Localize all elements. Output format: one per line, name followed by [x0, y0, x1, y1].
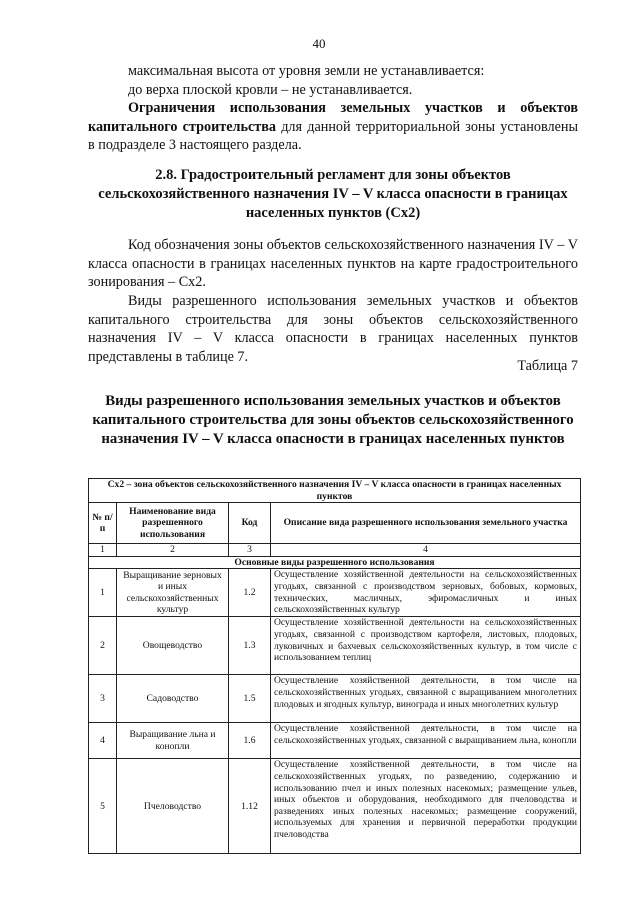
zone-code-paragraph: Код обозначения зоны объектов сельскохозяйственного назначения IV – V класса опасности в границах населенных пунктов на карте градостроительного зонирования – Сх2.	[88, 237, 578, 291]
use-name: Выращивание зерновых и иных сельскохозяйственных культур	[117, 569, 229, 617]
page-number: 40	[312, 36, 326, 51]
table-subheader-row	[89, 556, 581, 569]
column-number: 3	[229, 544, 271, 557]
use-code: 1.3	[229, 617, 271, 675]
use-code: 1.5	[229, 675, 271, 723]
use-code: 1.12	[229, 759, 271, 854]
zone-header-cell: Сх2 – зона объектов сельскохозяйственного назначения IV – V класса опасности в границах населенных пунктов	[89, 479, 581, 503]
table-row	[89, 617, 581, 675]
use-name: Пчеловодство	[117, 759, 229, 854]
use-description: Осуществление хозяйственной деятельности на сельскохозяйственных угодьях, связанной с производством зерновых, бобовых, кормовых, технических, масличных, эфиромасличных и иных сельскохозяйственных культур	[271, 569, 581, 617]
use-description: Осуществление хозяйственной деятельности, в том числе на сельскохозяйственных угодьях, связанной с выращиванием льна, конопли	[271, 723, 581, 759]
table-row	[89, 723, 581, 759]
table-title: Виды разрешенного использования земельных участков и объектов капитального строительства для зоны объектов сельскохозяйственного назначения IV – V класса опасности в границах населенных пунктов	[92, 393, 574, 447]
restrictions-bold: Ограничения использования земельных участков и объектов капитального строительства	[88, 100, 578, 135]
height-limit-line: максимальная высота от уровня земли не устанавливается:	[128, 63, 485, 79]
height-limit-line: до верха плоской кровли – не устанавливается.	[128, 81, 413, 98]
col-code-header: Код	[229, 503, 271, 544]
column-number-row	[89, 544, 581, 557]
row-number: 3	[89, 675, 117, 723]
main-uses-subheader: Основные виды разрешенного использования	[89, 556, 581, 569]
column-number: 1	[89, 544, 117, 557]
column-number: 4	[271, 544, 581, 557]
use-code: 1.2	[229, 569, 271, 617]
uses-paragraph: Виды разрешенного использования земельных участков и объектов капитального строительства для зоны объектов сельскохозяйственного назначения IV – V класса опасности в границах населенных пунктов представлены в таблице 7.	[88, 293, 578, 365]
table-zone-row	[89, 479, 581, 503]
use-name: Выращивание льна и конопли	[117, 723, 229, 759]
row-number: 2	[89, 617, 117, 675]
table-row	[89, 675, 581, 723]
table-caption: Таблица 7	[517, 358, 578, 374]
column-number: 2	[117, 544, 229, 557]
use-description: Осуществление хозяйственной деятельности, в том числе на сельскохозяйственных угодьях, связанной с выращиванием многолетних плодовых и ягодных культур, винограда и иных многолетних культур	[271, 675, 581, 723]
restrictions-rest: для данной территориальной зоны установлены в подразделе 3 настоящего раздела.	[88, 118, 578, 154]
row-number: 5	[89, 759, 117, 854]
section-heading: 2.8. Градостроительный регламент для зоны объектов сельскохозяйственного назначения IV – V класса опасности в границах населенных пунктов (Сх2)	[98, 167, 568, 221]
use-name: Овощеводство	[117, 617, 229, 675]
table-header-row	[89, 503, 581, 544]
use-description: Осуществление хозяйственной деятельности на сельскохозяйственных угодьях, связанной с производством картофеля, листовых, плодовых, луковичных и бахчевых сельскохозяйственных культур, в том числе с использованием теплиц	[271, 617, 581, 675]
col-desc-header: Описание вида разрешенного использования земельного участка	[271, 503, 581, 544]
col-name-header: Наименование вида разрешенного использования	[117, 503, 229, 544]
permitted-uses-table	[88, 478, 581, 854]
row-number: 4	[89, 723, 117, 759]
height-limits	[88, 62, 578, 155]
restrictions-paragraph	[88, 99, 578, 155]
table-row	[89, 569, 581, 617]
row-number: 1	[89, 569, 117, 617]
use-name: Садоводство	[117, 675, 229, 723]
col-num-header: № п/п	[89, 503, 117, 544]
use-code: 1.6	[229, 723, 271, 759]
use-description: Осуществление хозяйственной деятельности, в том числе на сельскохозяйственных угодьях, по разведению, содержанию и использованию пчел и иных полезных насекомых; размещение ульев, иных объектов и оборудования, необходимого для пчеловодства и разведениях иных полезных насекомых; размещение сооружений, используемых для хранения и первичной переработки продукции пчеловодства	[271, 759, 581, 854]
table-row	[89, 759, 581, 854]
